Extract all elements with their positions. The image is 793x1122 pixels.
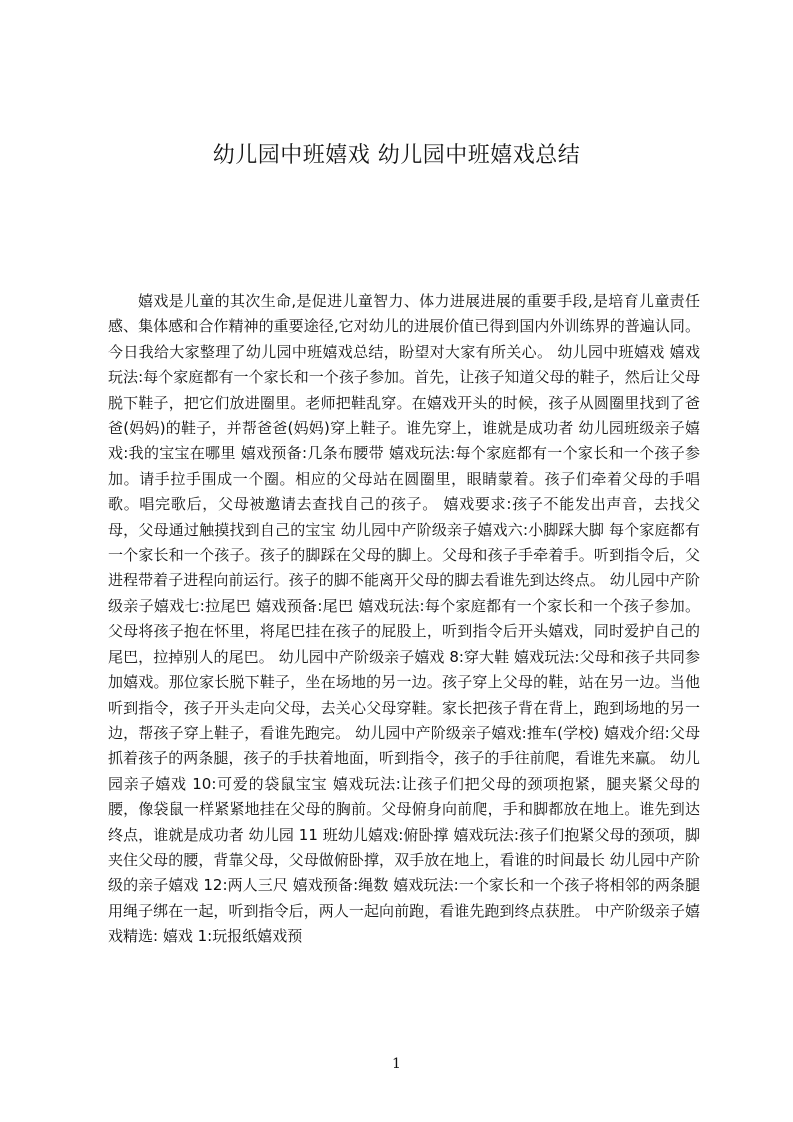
document-body-paragraph: 嬉戏是儿童的其次生命,是促进儿童智力、体力进展进展的重要手段,是培育儿童责任感、集体感和合作精神的重要途径,它对幼儿的进展价值已得到国内外训练界的普遍认同。今日我给大家整理了幼儿园中班嬉戏总结，盼望对大家有所关心。 幼儿园中班嬉戏 嬉戏玩法:每个家庭都有一个家长和一个孩子参加。首先，让孩子知道父母的鞋子，然后让父母脱下鞋子，把它们放进圈里。老师把鞋乱穿。在嬉戏开头的时候，孩子从圆圈里找到了爸爸(妈妈)的鞋子，并帮爸爸(妈妈)穿上鞋子。谁先穿上，谁就是成功者 幼儿园班级亲子嬉戏:我的宝宝在哪里 嬉戏预备:几条布腰带 嬉戏玩法:每个家庭都有一个家长和一个孩子参加。请手拉手围成一个圈。相应的父母站在圆圈里，眼睛蒙着。孩子们牵着父母的手唱歌。唱完歌后，父母被邀请去查找自己的孩子。 嬉戏要求:孩子不能发出声音，去找父母，父母通过触摸找到自己的宝宝 幼儿园中产阶级亲子嬉戏六:小脚踩大脚 每个家庭都有一个家长和一个孩子。孩子的脚踩在父母的脚上。父母和孩子手牵着手。听到指令后，父进程带着子进程向前运行。孩子的脚不能离开父母的脚去看谁先到达终点。 幼儿园中产阶级亲子嬉戏七:拉尾巴 嬉戏预备:尾巴 嬉戏玩法:每个家庭都有一个家长和一个孩子参加。父母将孩子抱在怀里，将尾巴挂在孩子的屁股上，听到指令后开头嬉戏，同时爱护自己的尾巴，拉掉别人的尾巴。 幼儿园中产阶级亲子嬉戏 8:穿大鞋 嬉戏玩法:父母和孩子共同参加嬉戏。那位家长脱下鞋子，坐在场地的另一边。孩子穿上父母的鞋，站在另一边。当他听到指令，孩子开头走向父母，去关心父母穿鞋。家长把孩子背在背上，跑到场地的另一边，帮孩子穿上鞋子，看谁先跑完。 幼儿园中产阶级亲子嬉戏:推车(学校) 嬉戏介绍:父母抓着孩子的两条腿，孩子的手扶着地面，听到指令，孩子的手往前爬，看谁先来赢。 幼儿园亲子嬉戏 10:可爱的袋鼠宝宝 嬉戏玩法:让孩子们把父母的颈项抱紧，腿夹紧父母的腰，像袋鼠一样紧紧地挂在父母的胸前。父母俯身向前爬，手和脚都放在地上。谁先到达终点，谁就是成功者 幼儿园 11 班幼儿嬉戏:俯卧撑 嬉戏玩法:孩子们抱紧父母的颈项，脚夹住父母的腰，背靠父母，父母做俯卧撑，双手放在地上，看谁的时间最长 幼儿园中产阶级的亲子嬉戏 12:两人三尺 嬉戏预备:绳数 嬉戏玩法:一个家长和一个孩子将相邻的两条腿用绳子绑在一起，听到指令后，两人一起向前跑，看谁先跑到终点获胜。 中产阶级亲子嬉戏精选: 嬉戏 1:玩报纸嬉戏预 [108, 292, 700, 946]
document-title: 幼儿园中班嬉戏 幼儿园中班嬉戏总结 [212, 143, 581, 168]
page-number: 1 [392, 1056, 401, 1072]
